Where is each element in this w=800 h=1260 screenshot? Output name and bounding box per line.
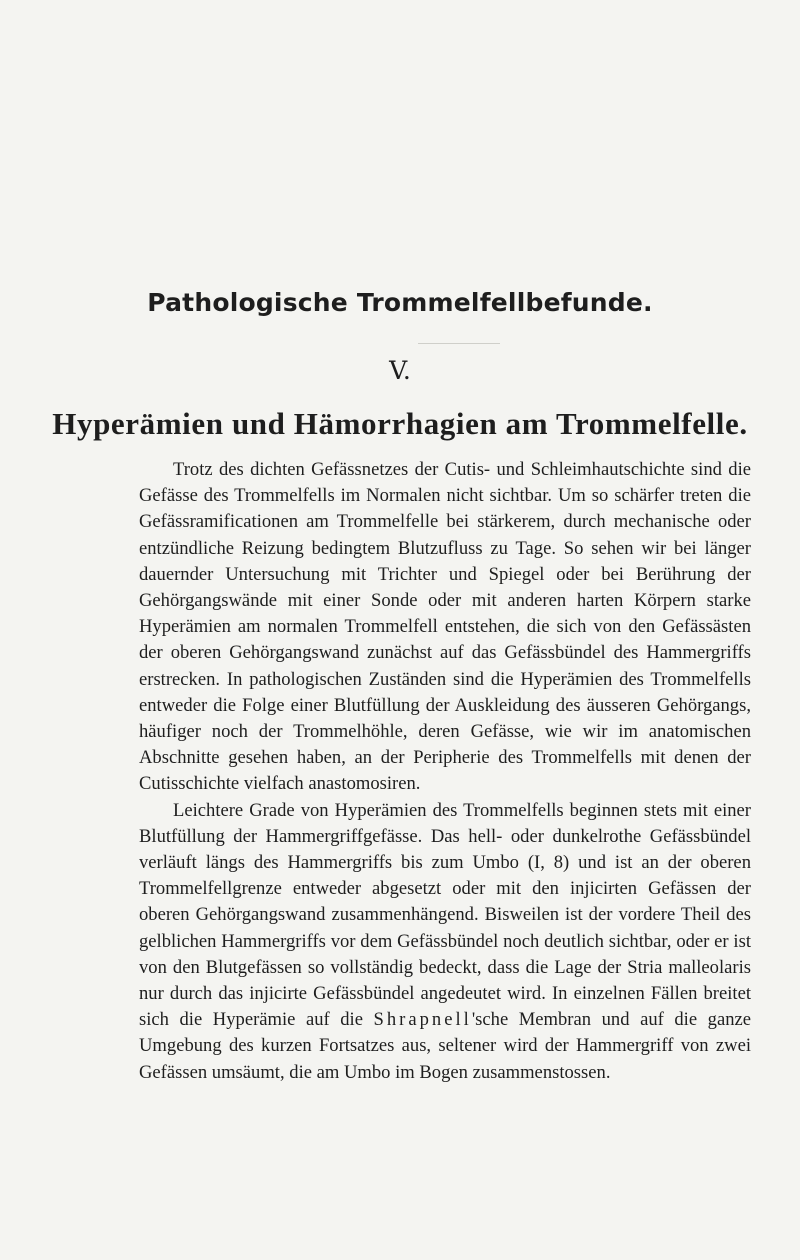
author-name: Shrapnell (373, 1009, 472, 1031)
paragraph-2-part-2: 'sche Membran und auf die ganze Umgebung des kurzen Fortsatzes aus, seltener wird der Hammergriff von zwei Gefässen umsäumt, die am Umbo im Bogen zusammenstossen. (139, 1009, 752, 1083)
running-head: Pathologische Trommelfellbefunde. (147, 288, 653, 317)
paragraph-2-part-1: Leichtere Grade von Hyperämien des Trommelfells beginnen stets mit einer Blutfüllung der Hammergriffgefässe. Das hell- oder dunkelrothe Gefässbündel verläuft längs des Hammergriffs bis zum Umbo (I, 8) und ist an der oberen Trommelfellgrenze entweder abgesetzt oder mit den injicirten Gefässen der oberen Gehörgangswand zusammenhängend. Bisweilen ist der vordere Theil des gelblichen Hammergriffs vor dem Gefässbündel noch deutlich sichtbar, oder er ist von den Blutgefässen so vollständig bedeckt, dass die Lage der Stria malleolaris nur durch das injicirte Gefässbündel angedeutet wird. In einzelnen Fällen breitet sich die Hyperämie auf die (139, 799, 751, 1031)
divider-rule (418, 343, 500, 344)
paragraph-2 (139, 798, 751, 1086)
chapter-title: Hyperämien und Hämorrhagien am Trommelfelle. (52, 406, 748, 441)
chapter-number: V. (389, 356, 411, 385)
body-text (139, 457, 751, 1086)
paragraph-1: Trotz des dichten Gefässnetzes der Cutis- und Schleimhautschichte sind die Gefässe des Trommelfells im Normalen nicht sichtbar. Um so schärfer treten die Gefässramificationen am Trommelfelle bei stärkerem, durch mechanische oder entzündliche Reizung bedingtem Blutzufluss zu Tage. So sehen wir bei länger dauernder Untersuchung mit Trichter und Spiegel oder bei Berührung der Gehörgangswände mit einer Sonde oder mit anderen harten Körpern starke Hyperämien am normalen Trommelfell entstehen, die sich von den Gefässästen der oberen Gehörgangswand zunächst auf das Gefässbündel des Hammergriffs erstrecken. In pathologischen Zuständen sind die Hyperämien des Trommelfells entweder die Folge einer Blutfüllung der Auskleidung des äusseren Gehörgangs, häufiger noch der Trommelhöhle, deren Gefässe, wie wir im anatomischen Abschnitte gesehen haben, an der Peripherie des Trommelfells mit denen der Cutisschichte vielfach anastomosiren. (139, 459, 751, 795)
